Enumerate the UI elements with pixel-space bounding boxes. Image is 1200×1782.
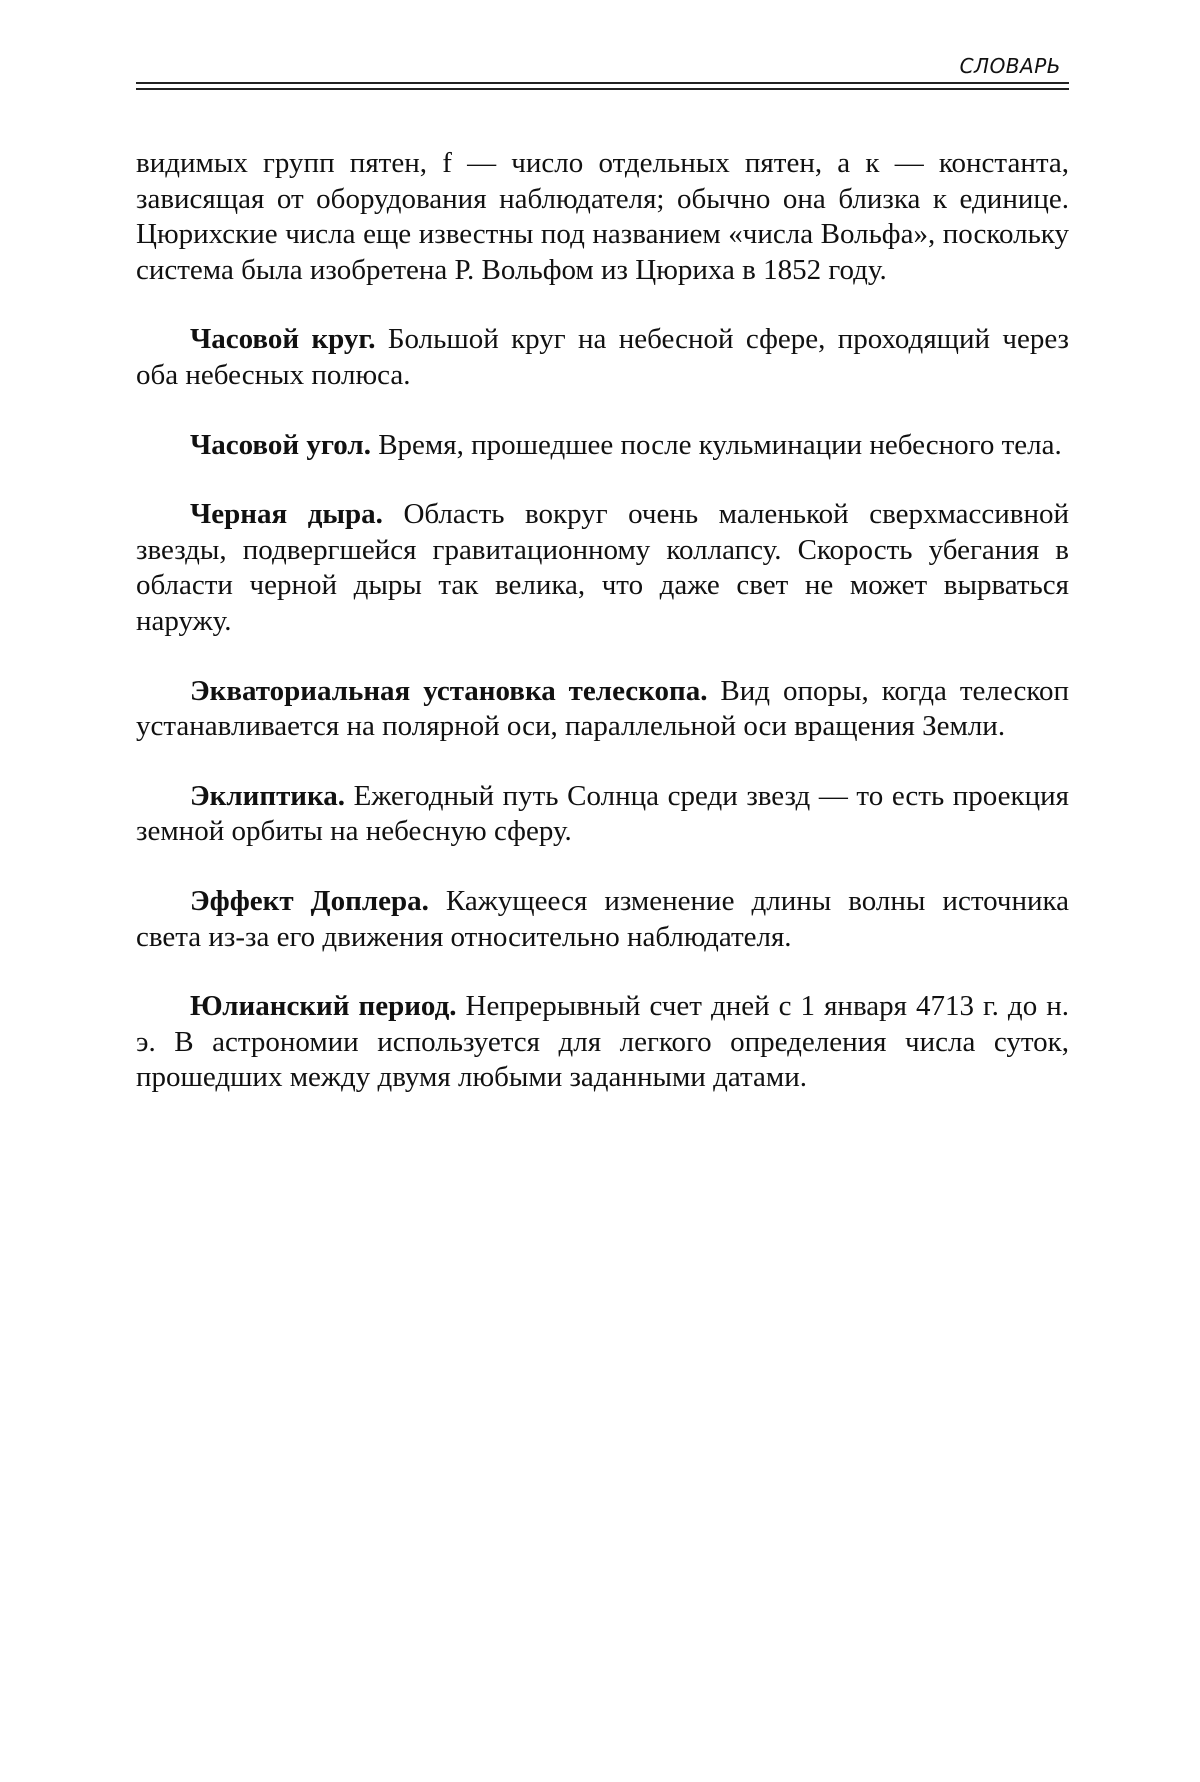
glossary-body (136, 146, 1069, 1096)
entry-term: Черная дыра. (190, 498, 383, 531)
entry-definition: Кажущееся изменение длины волны источника света из-за его движения относительно наблюдателя. (136, 884, 1069, 953)
entry-definition: Большой круг на небесной сфере, проходящий через оба небесных полюса. (136, 323, 1070, 391)
entry-definition: Время, прошедшее после кульминации небесного тела. (378, 428, 1062, 461)
continuation-paragraph: видимых групп пятен, f — число отдельных пятен, а к — константа, зависящая от оборудования наблюдателя; обычно она близка к единице. Цюрихские числа еще известны под названием «числа Вольфа», поскольку система была изобретена Р. Вольфом из Цюриха в 1852 году. (136, 147, 1069, 286)
entry-term: Часовой угол. (190, 428, 371, 461)
entry-definition: Область вокруг очень маленькой сверхмассивной звезды, подвергшейся гравитационному коллапсу. Скорость убегания в области черной дыры так велика, что даже свет не может вырваться наружу. (136, 498, 1069, 637)
entry-definition: Непрерывный счет дней с 1 января 4713 г. до н. э. В астрономии используется для легкого определения числа суток, прошедших между двумя любыми заданными датами. (136, 990, 1069, 1094)
running-header-title: СЛОВАРЬ (959, 54, 1061, 78)
entry-term: Экваториальная установка телескопа. (190, 674, 708, 707)
header-rule-top (136, 82, 1069, 84)
entry-term: Юлианский период. (190, 990, 457, 1023)
entry-term: Часовой круг. (190, 323, 376, 356)
entry-term: Эклиптика. (190, 779, 346, 812)
glossary-entry (136, 884, 1069, 955)
header-rule-bottom (136, 88, 1069, 90)
entry-definition: Ежегодный путь Солнца среди звезд — то есть проекция земной орбиты на небесную сферу. (136, 779, 1069, 848)
glossary-entry (136, 428, 1069, 464)
glossary-entry (136, 497, 1069, 639)
entry-definition: Вид опоры, когда телескоп устанавливается на полярной оси, параллельной оси вращения Земли. (136, 674, 1070, 743)
glossary-entry (136, 322, 1069, 393)
page-header (136, 48, 1069, 92)
entry-term: Эффект Доплера. (190, 884, 429, 917)
glossary-entry (136, 674, 1069, 745)
glossary-entry (136, 779, 1069, 850)
glossary-entry (136, 989, 1069, 1096)
